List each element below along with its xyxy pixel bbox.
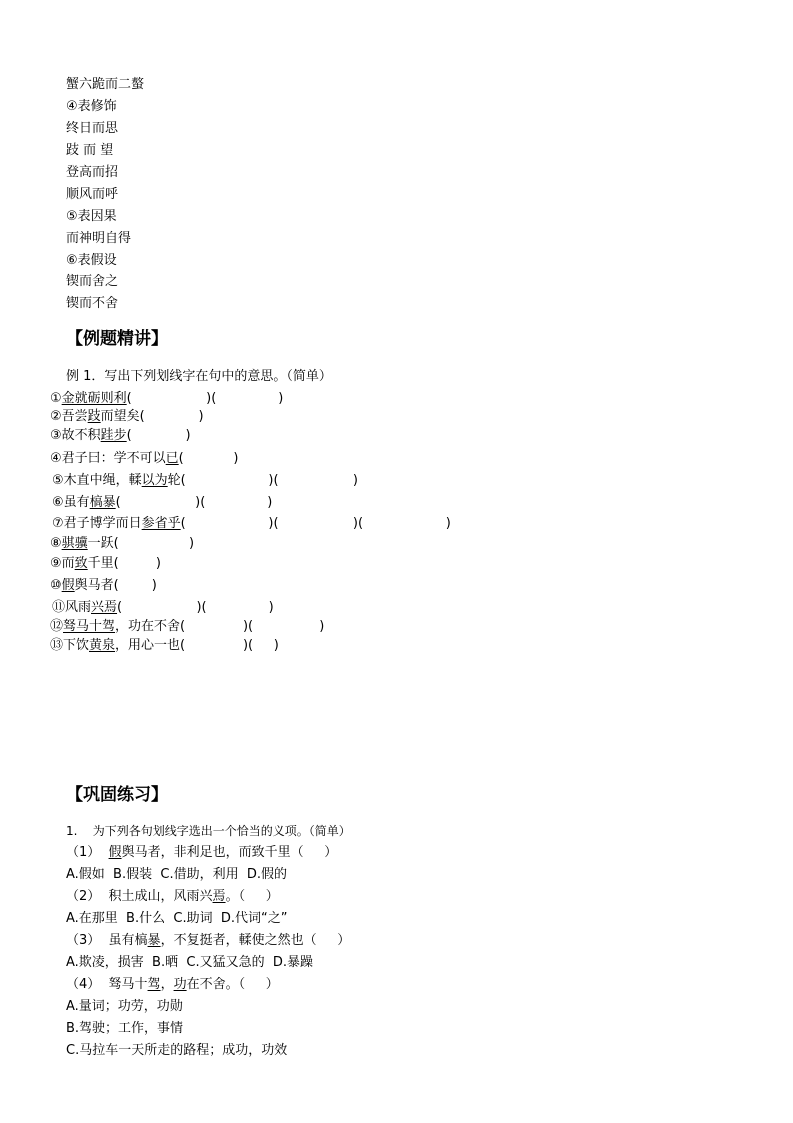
text-line: 锲而不舍 bbox=[66, 296, 119, 311]
text-line: 顺风而呼 bbox=[66, 187, 119, 202]
text-line: ⑤表因果 bbox=[66, 209, 117, 224]
options-line: B.驾驶；工作，事情 bbox=[66, 1021, 184, 1036]
question-item: （4） 驽马十驾，功在不舍。（ ） bbox=[66, 977, 279, 992]
text-line: 而神明自得 bbox=[66, 231, 132, 246]
question-item: （3） 虽有槁暴，不复挺者，輮使之然也（ ） bbox=[66, 933, 351, 948]
text-line: 锲而舍之 bbox=[66, 274, 119, 289]
practice-heading: 【巩固练习】 bbox=[66, 785, 168, 805]
list-item: ⑦君子博学而日参省乎( )( )( ) bbox=[52, 516, 451, 531]
options-line: A.欺凌，损害 B.晒 C.又猛又急的 D.暴躁 bbox=[66, 955, 313, 970]
question-item: （2） 积土成山，风雨兴焉。（ ） bbox=[66, 889, 279, 904]
list-item: ④君子曰：学不可以已( ) bbox=[50, 451, 239, 466]
example-heading: 【例题精讲】 bbox=[66, 329, 168, 349]
list-item: ⑥虽有槁暴( )( ) bbox=[52, 495, 273, 510]
list-item: ⑬下饮黄泉，用心一也( )( ) bbox=[50, 638, 279, 653]
list-item: ⑨而致千里( ) bbox=[50, 556, 162, 571]
options-line: A.在那里 B.什么 C.助词 D.代词“之” bbox=[66, 911, 288, 926]
options-line: A.假如 B.假装 C.借助，利用 D.假的 bbox=[66, 867, 287, 882]
text-line: 蟹六跪而二螯 bbox=[66, 77, 145, 92]
text-line: 终日而思 bbox=[66, 121, 119, 136]
list-item: ⑧骐骥一跃( ) bbox=[50, 536, 195, 551]
list-item: ①金就砺则利( )( ) bbox=[50, 391, 284, 406]
options-line: C.马拉车一天所走的路程；成功，功效 bbox=[66, 1043, 288, 1058]
list-item: ⑪风雨兴焉( )( ) bbox=[52, 600, 274, 615]
text-line: ⑥表假设 bbox=[66, 253, 117, 268]
options-line: A.量词；功劳，功勋 bbox=[66, 999, 183, 1014]
list-item: ⑫驽马十驾，功在不舍( )( ) bbox=[50, 619, 325, 634]
text-line: 跂 而 望 bbox=[66, 143, 114, 158]
question-item: （1） 假舆马者，非利足也，而致千里（ ） bbox=[66, 845, 338, 860]
list-item: ②吾尝跂而望矣( ) bbox=[50, 409, 204, 424]
list-item: ⑤木直中绳，輮以为轮( )( ) bbox=[52, 473, 358, 488]
list-item: ⑩假舆马者( ) bbox=[50, 578, 157, 593]
list-item: ③故不积跬步( ) bbox=[50, 428, 191, 443]
example-intro: 例 1．写出下列划线字在句中的意思。（简单） bbox=[66, 369, 332, 384]
text-line: ④表修饰 bbox=[66, 99, 117, 114]
text-line: 登高而招 bbox=[66, 165, 119, 180]
question-prompt: 1. 为下列各句划线字选出一个恰当的义项。（简单） bbox=[66, 824, 351, 838]
